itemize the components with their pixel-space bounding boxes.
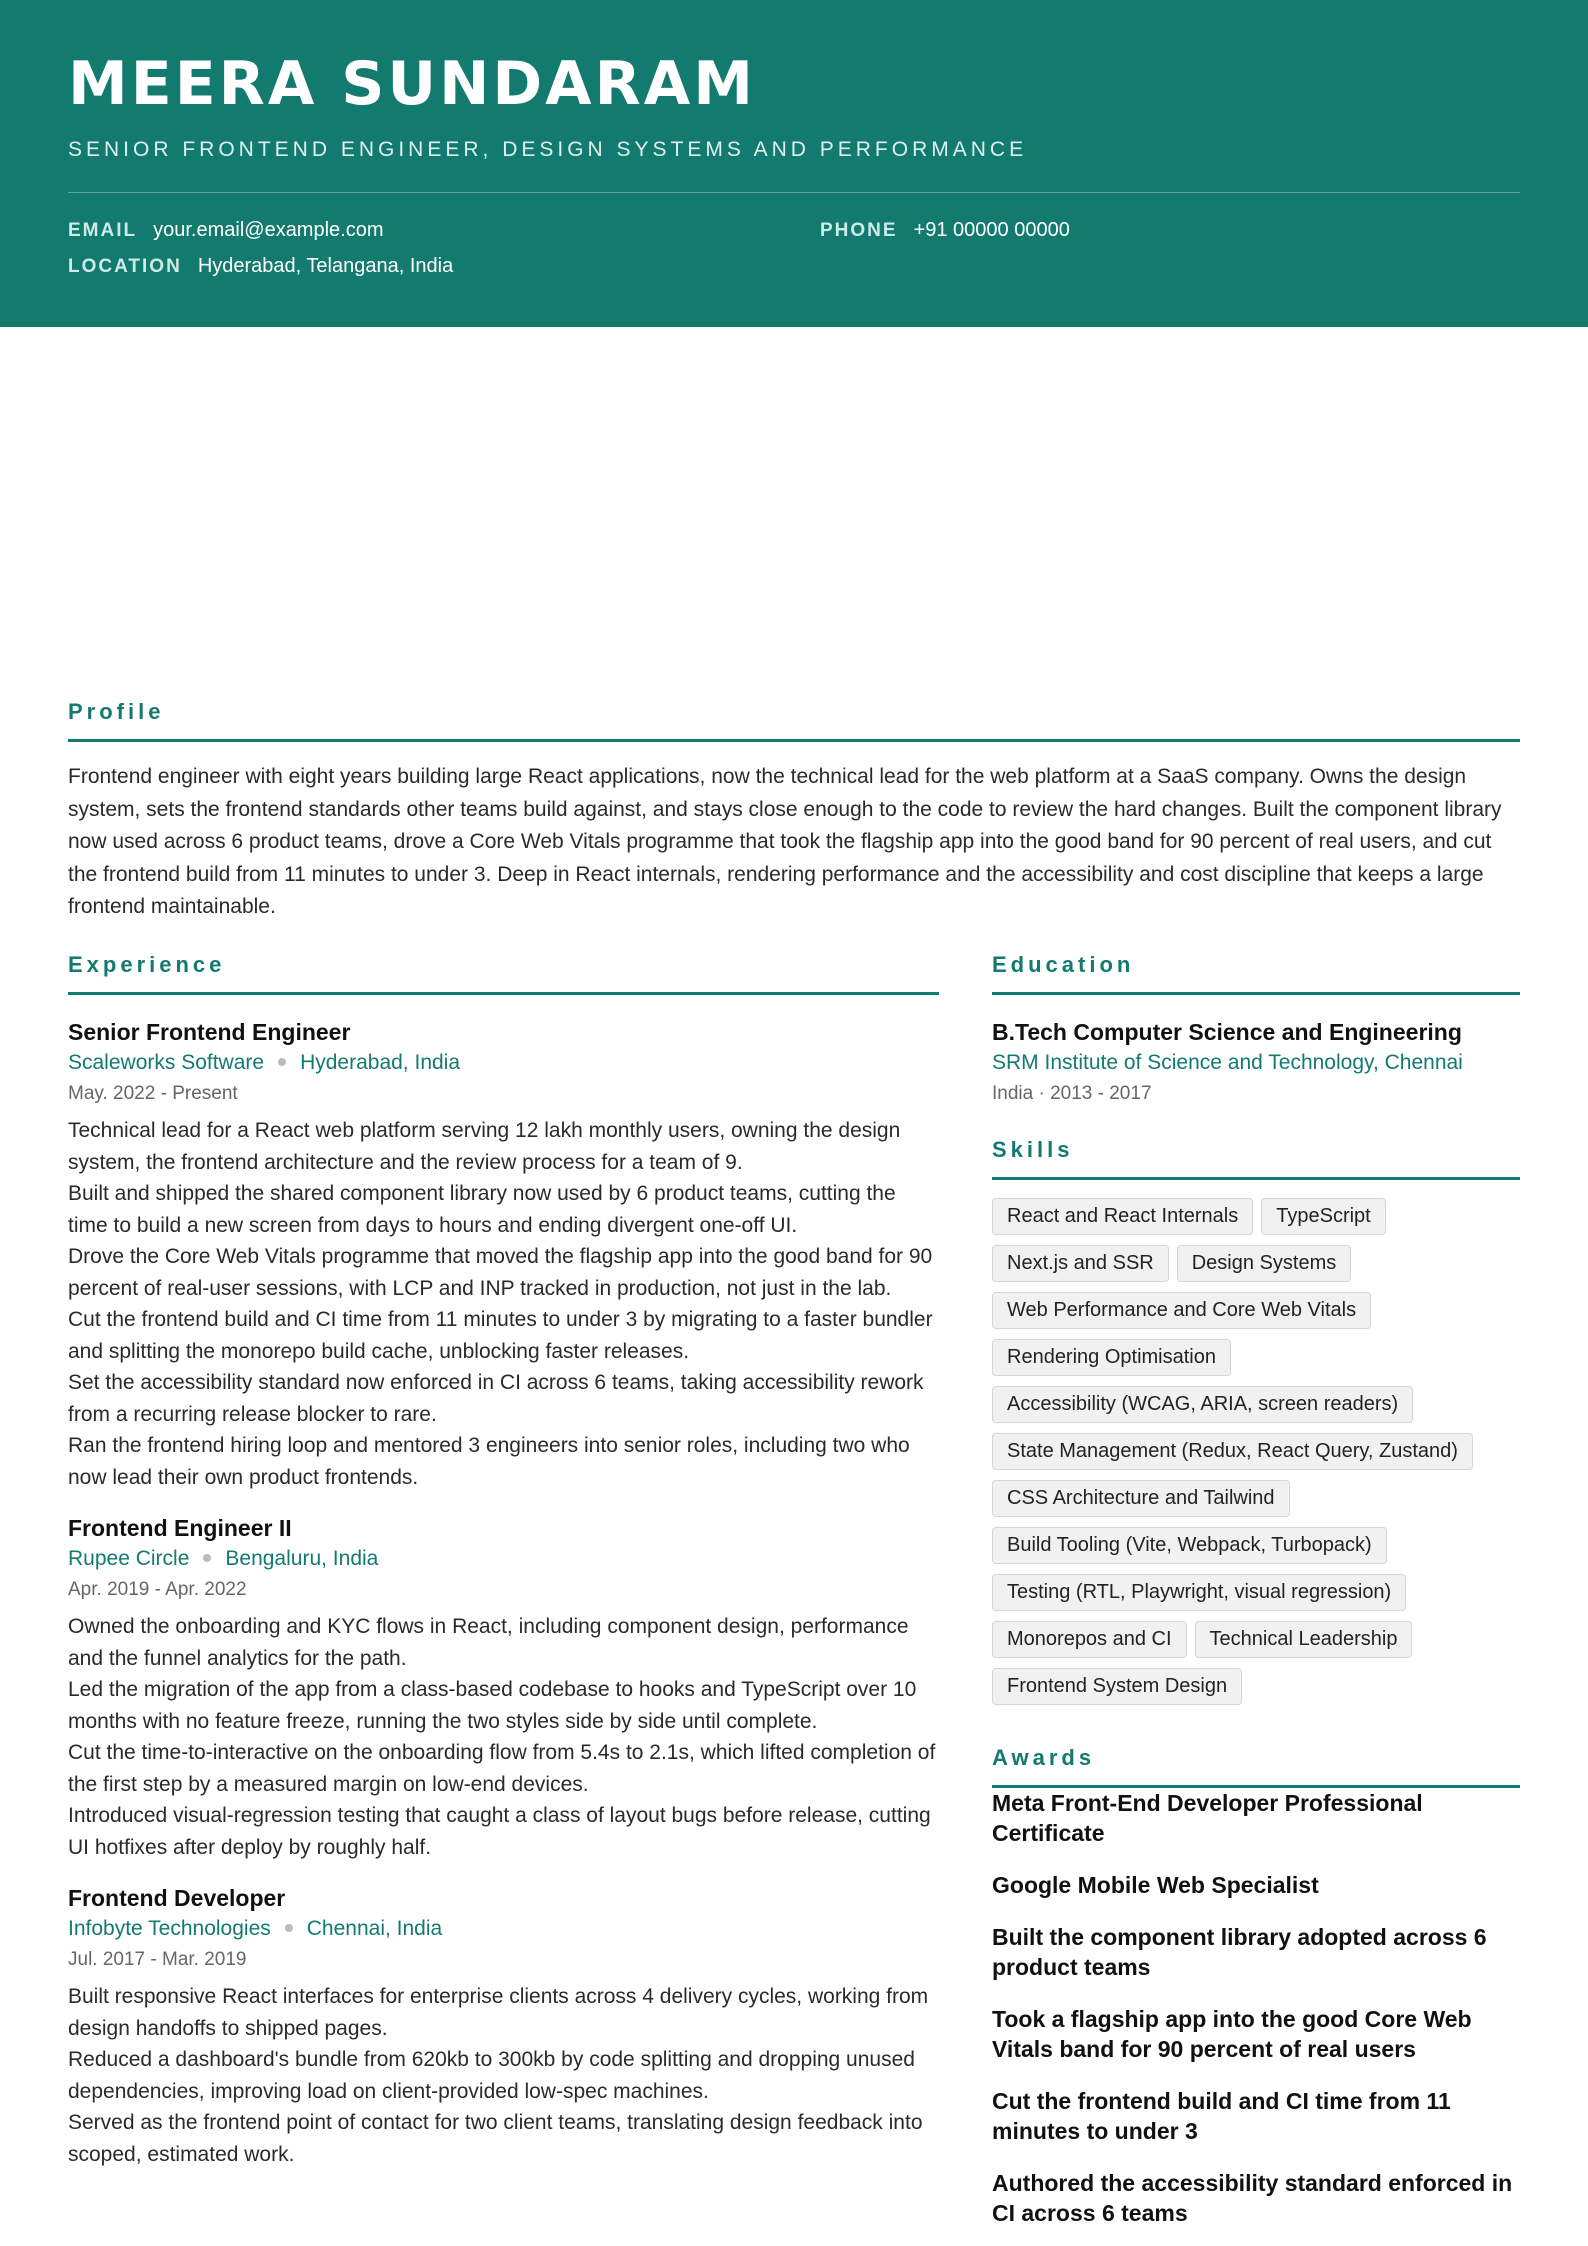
candidate-name: MEERA SUNDARAM xyxy=(68,49,756,119)
contact-info xyxy=(68,219,1520,299)
skill-tag: Design Systems xyxy=(1177,1245,1352,1282)
job-bullet: Served as the frontend point of contact for two client teams, translating design feedback into scoped, estimated work. xyxy=(68,2111,923,2166)
header-divider xyxy=(68,192,1520,193)
school: SRM Institute of Science and Technology, Chennai xyxy=(992,1051,1463,1074)
phone-label: PHONE xyxy=(820,220,898,241)
job-bullet: Led the migration of the app from a class-based codebase to hooks and TypeScript over 10 months with no feature freeze, running the two styles side by side until complete. xyxy=(68,1678,917,1733)
separator-dot xyxy=(285,1924,293,1932)
separator-dot xyxy=(203,1554,211,1562)
award-item: Built the component library adopted across 6 product teams xyxy=(992,1924,1487,1980)
awards-title: Awards xyxy=(992,1745,1096,1770)
job-bullet: Built responsive React interfaces for enterprise clients across 4 delivery cycles, working from design handoffs to shipped pages. xyxy=(68,1985,929,2040)
education-section xyxy=(992,952,1520,1109)
skill-tags xyxy=(992,1198,1520,1705)
skill-tag: Technical Leadership xyxy=(1195,1621,1413,1658)
section-divider xyxy=(992,1177,1520,1180)
award-item: Authored the accessibility standard enforced in CI across 6 teams xyxy=(992,2170,1513,2226)
job-title: Frontend Engineer II xyxy=(68,1515,292,1541)
location-value: Hyderabad, Telangana, India xyxy=(197,255,454,277)
job-company: Infobyte Technologies xyxy=(68,1917,271,1940)
job-location: Chennai, India xyxy=(306,1917,443,1940)
profile-section xyxy=(68,699,1520,924)
job-meta xyxy=(68,1047,939,1079)
job-entry xyxy=(68,1883,939,2170)
job-title: Senior Frontend Engineer xyxy=(68,1019,351,1045)
job-company: Scaleworks Software xyxy=(68,1051,265,1074)
awards-section xyxy=(992,1745,1520,2228)
job-bullet: Built and shipped the shared component library now used by 6 product teams, cutting the time to build a new screen from days to hours and ending divergent one-off UI. xyxy=(68,1182,896,1237)
skills-title: Skills xyxy=(992,1137,1074,1162)
education-title: Education xyxy=(992,952,1135,977)
job-dates: May. 2022 - Present xyxy=(68,1083,238,1104)
section-divider xyxy=(992,992,1520,995)
job-bullets xyxy=(68,1115,939,1493)
skill-tag: Frontend System Design xyxy=(992,1668,1242,1705)
skill-tag: TypeScript xyxy=(1261,1198,1385,1235)
contact-email xyxy=(68,219,384,242)
job-location: Bengaluru, India xyxy=(225,1547,379,1570)
job-bullet: Cut the frontend build and CI time from 11 minutes to under 3 by migrating to a faster bundler and splitting the monorepo build cache, unblocking faster releases. xyxy=(68,1308,933,1363)
profile-text: Frontend engineer with eight years building large React applications, now the technical lead for the web platform at a SaaS company. Owns the design system, sets the frontend standards other teams build against, and stays close enough to the code to review the hard changes. Built the component library now used across 6 product teams, drove a Core Web Vitals programme that took the flagship app into the good band for 90 percent of real users, and cut the frontend build from 11 minutes to under 3. Deep in React internals, rendering performance and the accessibility and cost discipline that keeps a large frontend maintainable. xyxy=(68,765,1502,918)
location-label: LOCATION xyxy=(68,256,182,277)
job-dates: Apr. 2019 - Apr. 2022 xyxy=(68,1579,247,1600)
skill-tag: State Management (Redux, React Query, Zustand) xyxy=(992,1433,1473,1470)
job-entry xyxy=(68,1017,939,1493)
job-dates: Jul. 2017 - Mar. 2019 xyxy=(68,1949,247,1970)
education-meta: India · 2013 - 2017 xyxy=(992,1083,1152,1104)
section-divider xyxy=(68,739,1520,742)
job-bullet: Introduced visual-regression testing that caught a class of layout bugs before release, cutting UI hotfixes after deploy by roughly half. xyxy=(68,1804,931,1859)
skill-tag: Accessibility (WCAG, ARIA, screen readers) xyxy=(992,1386,1413,1423)
candidate-headline: SENIOR FRONTEND ENGINEER, DESIGN SYSTEMS AND PERFORMANCE xyxy=(68,138,1028,161)
sidebar-column xyxy=(992,952,1520,2228)
award-item: Took a flagship app into the good Core Web Vitals band for 90 percent of real users xyxy=(992,2006,1472,2062)
degree: B.Tech Computer Science and Engineering xyxy=(992,1019,1462,1045)
job-bullet: Owned the onboarding and KYC flows in React, including component design, performance and the funnel analytics for the path. xyxy=(68,1615,909,1670)
job-meta xyxy=(68,1543,939,1575)
job-entry xyxy=(68,1513,939,1863)
email-value[interactable]: your.email@example.com xyxy=(153,219,384,241)
award-item: Google Mobile Web Specialist xyxy=(992,1872,1319,1898)
job-bullet: Set the accessibility standard now enforced in CI across 6 teams, taking accessibility rework from a recurring release blocker to rare. xyxy=(68,1371,924,1426)
phone-value[interactable]: +91 00000 00000 xyxy=(913,219,1070,241)
contact-location xyxy=(68,255,453,278)
education-entry xyxy=(992,1017,1520,1109)
skill-tag: Rendering Optimisation xyxy=(992,1339,1231,1376)
experience-section xyxy=(68,952,939,2170)
job-bullets xyxy=(68,1611,939,1863)
job-title: Frontend Developer xyxy=(68,1885,286,1911)
award-item: Cut the frontend build and CI time from 11 minutes to under 3 xyxy=(992,2088,1451,2144)
skill-tag: Web Performance and Core Web Vitals xyxy=(992,1292,1371,1329)
skill-tag: Monorepos and CI xyxy=(992,1621,1187,1658)
resume-header xyxy=(0,0,1588,327)
job-bullet: Drove the Core Web Vitals programme that moved the flagship app into the good band for 90 percent of real-user sessions, with LCP and INP tracked in production, not just in the lab. xyxy=(68,1245,933,1300)
section-divider xyxy=(68,992,939,995)
experience-title: Experience xyxy=(68,952,226,977)
job-meta xyxy=(68,1913,939,1945)
skills-section xyxy=(992,1137,1520,1705)
job-bullets xyxy=(68,1981,939,2170)
separator-dot xyxy=(278,1058,286,1066)
skill-tag: React and React Internals xyxy=(992,1198,1253,1235)
job-bullet: Cut the time-to-interactive on the onboarding flow from 5.4s to 2.1s, which lifted completion of the first step by a measured margin on low-end devices. xyxy=(68,1741,936,1796)
profile-title: Profile xyxy=(68,699,165,724)
award-item: Meta Front-End Developer Professional Certificate xyxy=(992,1790,1423,1846)
skill-tag: Build Tooling (Vite, Webpack, Turbopack) xyxy=(992,1527,1387,1564)
job-bullet: Technical lead for a React web platform serving 12 lakh monthly users, owning the design system, the frontend architecture and the review process for a team of 9. xyxy=(68,1119,901,1174)
skill-tag: Testing (RTL, Playwright, visual regression) xyxy=(992,1574,1406,1611)
job-bullet: Reduced a dashboard's bundle from 620kb to 300kb by code splitting and dropping unused dependencies, improving load on client-provided low-spec machines. xyxy=(68,2048,915,2103)
job-bullet: Ran the frontend hiring loop and mentored 3 engineers into senior roles, including two who now lead their own product frontends. xyxy=(68,1434,910,1489)
job-location: Hyderabad, India xyxy=(300,1051,461,1074)
contact-phone xyxy=(820,219,1070,242)
job-company: Rupee Circle xyxy=(68,1547,190,1570)
skill-tag: CSS Architecture and Tailwind xyxy=(992,1480,1290,1517)
email-label: EMAIL xyxy=(68,220,138,241)
skill-tag: Next.js and SSR xyxy=(992,1245,1169,1282)
